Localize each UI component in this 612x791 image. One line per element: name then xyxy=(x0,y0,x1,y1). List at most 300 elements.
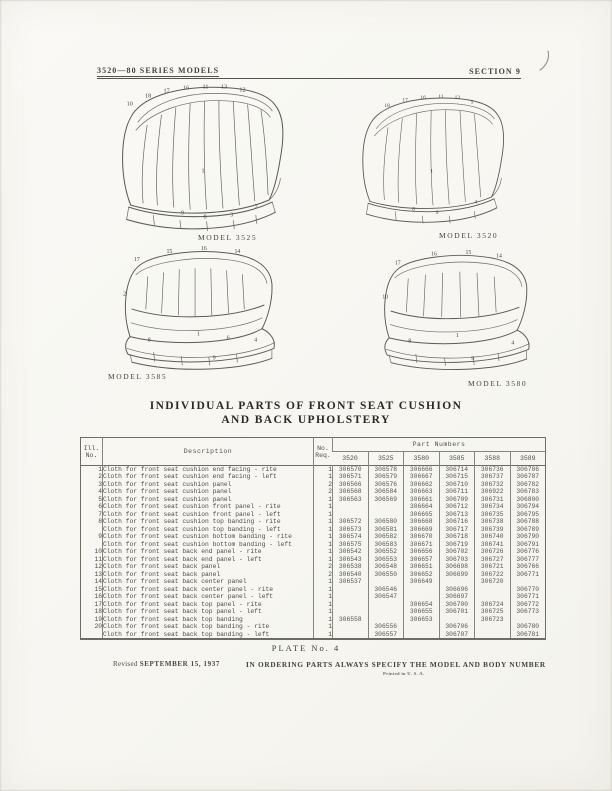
ill-number-cell xyxy=(81,526,103,534)
part-number-cell-3520 xyxy=(333,593,369,601)
part-number-cell-3589: 306782 xyxy=(510,481,546,489)
part-number-cell-3520 xyxy=(333,631,369,639)
part-number-cell-3589: 306780 xyxy=(510,623,546,631)
col-header-description: Description xyxy=(103,438,314,466)
part-number-cell-3580: 306662 xyxy=(404,481,440,489)
model-label-3580: MODEL 3580 xyxy=(468,379,528,388)
table-row xyxy=(81,601,546,609)
seat-drawing xyxy=(366,250,546,378)
part-number-cell-3589 xyxy=(510,616,546,624)
table-row xyxy=(81,556,546,564)
part-number-cell-3520: 306573 xyxy=(333,526,369,534)
part-number-cell-3585: 306711 xyxy=(439,488,475,496)
part-number-cell-3580: 306657 xyxy=(404,556,440,564)
part-number-cell-3580: 306670 xyxy=(404,533,440,541)
col-header-model-3589: 3589 xyxy=(510,452,546,466)
part-number-cell-3585: 306717 xyxy=(439,526,475,534)
description-cell: Cloth for front seat cushion top banding - left xyxy=(103,526,314,534)
part-number-cell-3520 xyxy=(333,503,369,511)
part-number-cell-3580: 306656 xyxy=(404,548,440,556)
footer-revised-prefix: Revised xyxy=(113,660,138,668)
ill-number-cell: 16 xyxy=(94,593,102,601)
ill-number-cell: 10 xyxy=(94,548,102,556)
col-header-model-3585: 3585 xyxy=(439,452,475,466)
part-number-cell-3520: 306570 xyxy=(333,466,369,474)
callout-number: 11 xyxy=(202,84,209,91)
col-header-part-numbers: Part Numbers xyxy=(333,438,546,452)
seat-illustration-3580 xyxy=(366,250,546,390)
footer-revised xyxy=(113,660,220,668)
part-number-cell-3588: 306725 xyxy=(475,608,511,616)
ill-number-cell: 3 xyxy=(98,480,102,488)
seat-illustration-3585 xyxy=(110,246,288,386)
part-number-cell-3525: 306546 xyxy=(368,586,404,594)
part-number-cell-3525: 306582 xyxy=(368,533,404,541)
part-number-cell-3580: 306671 xyxy=(404,541,440,549)
page-title-line2: AND BACK UPHOLSTERY xyxy=(221,414,391,426)
part-number-cell-3588: 306720 xyxy=(475,578,511,586)
part-number-cell-3585: 306706 xyxy=(439,623,475,631)
part-number-cell-3585: 306710 xyxy=(439,481,475,489)
part-number-cell-3585: 306709 xyxy=(439,496,475,504)
part-number-cell-3525: 306583 xyxy=(368,541,404,549)
part-number-cell-3520: 306571 xyxy=(333,473,369,481)
part-number-cell-3525 xyxy=(368,511,404,519)
ill-number-cell: 15 xyxy=(94,585,102,593)
ill-number-cell: 9 xyxy=(98,533,102,541)
table-row xyxy=(81,548,546,556)
part-number-cell-3585: 306712 xyxy=(439,503,475,511)
part-number-cell-3580: 306667 xyxy=(404,473,440,481)
description-cell: Cloth for front seat cushion end facing - rite xyxy=(103,466,314,474)
col-header-model-3588: 3588 xyxy=(475,452,511,466)
table-row xyxy=(81,473,546,481)
description-cell: Cloth for front seat cushion top banding - rite xyxy=(103,518,314,526)
part-number-cell-3585: 306700 xyxy=(439,601,475,609)
description-cell: Cloth for front seat cushion front panel - rite xyxy=(103,503,314,511)
req-cell: 1 xyxy=(314,616,333,624)
part-number-cell-3520 xyxy=(333,601,369,609)
callout-number: 16 xyxy=(420,94,426,101)
callout-number: 17 xyxy=(133,256,140,263)
part-number-cell-3588: 306724 xyxy=(475,601,511,609)
part-number-cell-3520: 306575 xyxy=(333,541,369,549)
page-title xyxy=(0,399,612,427)
part-number-cell-3520: 306543 xyxy=(333,556,369,564)
description-cell: Cloth for front seat back panel xyxy=(103,563,314,571)
part-number-cell-3580: 306664 xyxy=(404,503,440,511)
table-row xyxy=(81,481,546,489)
table-row xyxy=(81,563,546,571)
part-number-cell-3585: 306701 xyxy=(439,608,475,616)
part-number-cell-3588 xyxy=(475,631,511,639)
description-cell: Cloth for front seat cushion bottom banding - left xyxy=(103,541,314,549)
part-number-cell-3589 xyxy=(510,578,546,586)
part-number-cell-3580: 306652 xyxy=(404,571,440,579)
req-cell: 2 xyxy=(314,571,333,579)
part-number-cell-3589: 306772 xyxy=(510,601,546,609)
table-row xyxy=(81,608,546,616)
table-row xyxy=(81,466,546,474)
part-number-cell-3585 xyxy=(439,578,475,586)
part-number-cell-3588: 306735 xyxy=(475,511,511,519)
table-row xyxy=(81,593,546,601)
part-number-cell-3520 xyxy=(333,608,369,616)
part-number-cell-3585: 306703 xyxy=(439,556,475,564)
page-title-line1: INDIVIDUAL PARTS OF FRONT SEAT CUSHION xyxy=(149,400,463,412)
part-number-cell-3585 xyxy=(439,616,475,624)
part-number-cell-3580: 306669 xyxy=(404,526,440,534)
callout-number: 17 xyxy=(163,88,170,95)
part-number-cell-3589: 306783 xyxy=(510,488,546,496)
callout-number: 1 xyxy=(197,331,200,338)
seat-drawing xyxy=(110,246,288,378)
req-cell: 1 xyxy=(314,548,333,556)
callout-number: 8 xyxy=(203,214,207,221)
ill-number-cell: 2 xyxy=(98,473,102,481)
req-cell: 1 xyxy=(314,511,333,519)
req-cell: 1 xyxy=(314,533,333,541)
ill-number-cell: 13 xyxy=(94,570,102,578)
part-number-cell-3520: 306574 xyxy=(333,533,369,541)
req-cell: 1 xyxy=(314,593,333,601)
part-number-cell-3580 xyxy=(404,631,440,639)
callout-number: 9 xyxy=(180,210,185,217)
part-number-cell-3580: 306651 xyxy=(404,563,440,571)
part-number-cell-3588: 306734 xyxy=(475,503,511,511)
ill-number-cell: 12 xyxy=(94,563,102,571)
description-cell: Cloth for front seat back center panel - rite xyxy=(103,586,314,594)
running-header xyxy=(97,64,521,79)
part-number-cell-3588: 306721 xyxy=(475,563,511,571)
req-cell: 2 xyxy=(314,488,333,496)
callout-number: 1 xyxy=(430,168,433,175)
seat-drawing xyxy=(100,84,305,234)
description-cell: Cloth for front seat back top banding - left xyxy=(103,631,314,639)
part-number-cell-3520: 306538 xyxy=(333,563,369,571)
col-header-ill-no: Ill. No. xyxy=(83,444,100,459)
part-number-cell-3588: 306738 xyxy=(475,518,511,526)
callout-number: 1 xyxy=(456,332,459,339)
callout-number: 7 xyxy=(254,204,258,211)
part-number-cell-3585: 306697 xyxy=(439,593,475,601)
req-cell: 1 xyxy=(314,541,333,549)
callout-number: 10 xyxy=(126,101,133,108)
callout-number: 12 xyxy=(239,87,246,94)
ill-number-cell: 4 xyxy=(98,488,102,496)
part-number-cell-3525: 306581 xyxy=(368,526,404,534)
part-number-cell-3585: 306696 xyxy=(439,586,475,594)
ill-number-cell: 18 xyxy=(94,608,102,616)
col-header-model-3525: 3525 xyxy=(368,452,404,466)
req-cell: 1 xyxy=(314,623,333,631)
table-row xyxy=(81,496,546,504)
part-number-cell-3580: 306653 xyxy=(404,616,440,624)
part-number-cell-3588: 306731 xyxy=(475,496,511,504)
model-label-3585: MODEL 3585 xyxy=(108,372,168,381)
callout-number: 4 xyxy=(474,199,478,206)
part-number-cell-3525: 306578 xyxy=(368,466,404,474)
callout-number: 17 xyxy=(402,97,408,104)
part-number-cell-3589: 306781 xyxy=(510,631,546,639)
part-number-cell-3588: 306737 xyxy=(475,473,511,481)
table-row xyxy=(81,488,546,496)
part-number-cell-3585: 306716 xyxy=(439,518,475,526)
part-number-cell-3520: 306542 xyxy=(333,548,369,556)
part-number-cell-3525 xyxy=(368,578,404,586)
part-number-cell-3525: 306550 xyxy=(368,571,404,579)
col-header-no-req: No. Req. xyxy=(314,438,333,466)
part-number-cell-3585: 306707 xyxy=(439,631,475,639)
part-number-cell-3589: 306776 xyxy=(510,548,546,556)
part-number-cell-3585: 306718 xyxy=(439,533,475,541)
header-section-label: SECTION 9 xyxy=(469,67,521,76)
req-cell: 1 xyxy=(314,526,333,534)
part-number-cell-3525 xyxy=(368,601,404,609)
part-number-cell-3580: 306655 xyxy=(404,608,440,616)
header-series-label: 3520—80 SERIES MODELS xyxy=(97,66,220,75)
description-cell: Cloth for front seat cushion end facing - left xyxy=(103,473,314,481)
part-number-cell-3589: 306777 xyxy=(510,556,546,564)
part-number-cell-3585: 306719 xyxy=(439,541,475,549)
part-number-cell-3525: 306547 xyxy=(368,593,404,601)
callout-number: 13 xyxy=(454,94,460,101)
ill-number-cell: 7 xyxy=(98,510,102,518)
part-number-cell-3520 xyxy=(333,623,369,631)
callout-number: 4 xyxy=(254,337,258,344)
callout-number: 8 xyxy=(412,206,415,213)
part-number-cell-3585: 306699 xyxy=(439,571,475,579)
part-number-cell-3520: 306568 xyxy=(333,488,369,496)
callout-number: 9 xyxy=(212,355,216,362)
part-number-cell-3520: 306572 xyxy=(333,518,369,526)
part-number-cell-3588: 306922 xyxy=(475,488,511,496)
part-number-cell-3589: 306787 xyxy=(510,473,546,481)
req-cell: 1 xyxy=(314,601,333,609)
part-number-cell-3589: 306791 xyxy=(510,541,546,549)
part-number-cell-3580: 306649 xyxy=(404,578,440,586)
callout-number: 8 xyxy=(147,337,151,344)
part-number-cell-3588 xyxy=(475,593,511,601)
part-number-cell-3580: 306666 xyxy=(404,466,440,474)
description-cell: Cloth for front seat back panel xyxy=(103,571,314,579)
req-cell: 1 xyxy=(314,518,333,526)
part-number-cell-3520 xyxy=(333,586,369,594)
part-number-cell-3589: 306766 xyxy=(510,563,546,571)
part-number-cell-3588: 306741 xyxy=(475,541,511,549)
table-row xyxy=(81,511,546,519)
callout-number: 16 xyxy=(431,251,437,258)
description-cell: Cloth for front seat cushion panel xyxy=(103,481,314,489)
part-number-cell-3525: 306569 xyxy=(368,496,404,504)
part-number-cell-3585: 306698 xyxy=(439,563,475,571)
part-number-cell-3589: 306795 xyxy=(510,511,546,519)
part-number-cell-3525 xyxy=(368,616,404,624)
callout-number: 4 xyxy=(511,340,515,347)
part-number-cell-3588: 306722 xyxy=(475,571,511,579)
callout-number: 14 xyxy=(234,248,241,255)
part-number-cell-3520: 306540 xyxy=(333,571,369,579)
part-number-cell-3588: 306739 xyxy=(475,526,511,534)
callout-number: 2 xyxy=(123,291,127,298)
part-number-cell-3580 xyxy=(404,623,440,631)
description-cell: Cloth for front seat back end panel - left xyxy=(103,556,314,564)
ill-number-cell: 19 xyxy=(94,615,102,623)
req-cell: 1 xyxy=(314,608,333,616)
part-number-cell-3525: 306556 xyxy=(368,623,404,631)
table-row xyxy=(81,631,546,639)
part-number-cell-3589: 306773 xyxy=(510,608,546,616)
part-number-cell-3525: 306576 xyxy=(368,481,404,489)
callout-number: 6 xyxy=(226,335,230,342)
table-row xyxy=(81,616,546,624)
col-header-model-3520: 3520 xyxy=(342,455,358,462)
callout-number: 8 xyxy=(408,338,412,345)
req-cell: 1 xyxy=(314,556,333,564)
table-row xyxy=(81,541,546,549)
req-cell: 1 xyxy=(314,473,333,481)
part-number-cell-3580 xyxy=(404,586,440,594)
table-row xyxy=(81,503,546,511)
part-number-cell-3525 xyxy=(368,608,404,616)
callout-number: 5 xyxy=(470,99,474,106)
part-number-cell-3589: 306770 xyxy=(510,586,546,594)
table-row xyxy=(81,623,546,631)
description-cell: Cloth for front seat cushion bottom banding - rite xyxy=(103,533,314,541)
callout-number: 9 xyxy=(435,210,439,217)
footer-revised-date: SEPTEMBER 15, 1937 xyxy=(139,660,220,668)
part-number-cell-3525: 306553 xyxy=(368,556,404,564)
part-number-cell-3589: 306786 xyxy=(510,466,546,474)
description-cell: Cloth for front seat back top banding xyxy=(103,616,314,624)
callout-number: 9 xyxy=(471,355,475,362)
ill-number-cell: 17 xyxy=(94,600,102,608)
callout-number: 10 xyxy=(382,294,389,301)
table-row xyxy=(81,578,546,586)
part-number-cell-3520: 306566 xyxy=(333,481,369,489)
part-number-cell-3525 xyxy=(368,503,404,511)
part-number-cell-3520: 306563 xyxy=(333,496,369,504)
model-label-3525: MODEL 3525 xyxy=(198,233,258,242)
description-cell: Cloth for front seat back top panel - rite xyxy=(103,601,314,609)
footer-printed-usa: Printed in U. S. A. xyxy=(383,671,425,676)
part-number-cell-3520: 306537 xyxy=(333,578,369,586)
part-number-cell-3588 xyxy=(475,586,511,594)
part-number-cell-3585: 306714 xyxy=(439,466,475,474)
table-row xyxy=(81,533,546,541)
ill-number-cell: 14 xyxy=(94,578,102,586)
part-number-cell-3580: 306665 xyxy=(404,511,440,519)
part-number-cell-3525: 306557 xyxy=(368,631,404,639)
part-number-cell-3589: 306789 xyxy=(510,526,546,534)
description-cell: Cloth for front seat back top panel - left xyxy=(103,608,314,616)
req-cell: 2 xyxy=(314,481,333,489)
part-number-cell-3588: 306740 xyxy=(475,533,511,541)
page-corner-curl xyxy=(538,50,556,77)
ill-number-cell xyxy=(81,541,103,549)
ill-number-cell xyxy=(81,631,103,639)
part-number-cell-3580 xyxy=(404,593,440,601)
callout-number: 11 xyxy=(438,94,444,100)
table-row xyxy=(81,526,546,534)
part-number-cell-3589: 306794 xyxy=(510,503,546,511)
part-number-cell-3589: 306800 xyxy=(510,496,546,504)
callout-number: 14 xyxy=(496,253,502,260)
part-number-cell-3580: 306654 xyxy=(404,601,440,609)
part-number-cell-3588: 306727 xyxy=(475,556,511,564)
ill-number-cell: 6 xyxy=(98,503,102,511)
callout-number: 17 xyxy=(394,260,401,267)
parts-table-header xyxy=(81,438,546,466)
ill-number-cell: 20 xyxy=(94,623,102,631)
ill-number-cell: 11 xyxy=(94,555,102,563)
callout-number: 3 xyxy=(230,212,234,219)
description-cell: Cloth for front seat back end panel - rite xyxy=(103,548,314,556)
callout-number: 18 xyxy=(145,93,152,100)
part-number-cell-3580: 306661 xyxy=(404,496,440,504)
callout-number: 18 xyxy=(384,103,390,109)
part-number-cell-3525: 306552 xyxy=(368,548,404,556)
seat-drawing xyxy=(343,92,523,230)
description-cell: Cloth for front seat cushion panel xyxy=(103,496,314,504)
parts-table xyxy=(80,437,546,640)
part-number-cell-3589: 306788 xyxy=(510,518,546,526)
req-cell: 1 xyxy=(314,631,333,639)
part-number-cell-3589: 306771 xyxy=(510,571,546,579)
req-cell: 2 xyxy=(314,563,333,571)
table-row xyxy=(81,586,546,594)
ill-number-cell: 1 xyxy=(98,466,102,473)
part-number-cell-3525: 306580 xyxy=(368,518,404,526)
table-row xyxy=(81,518,546,526)
callout-number: 16 xyxy=(200,246,207,252)
callout-number: 16 xyxy=(183,85,190,92)
part-number-cell-3585: 306713 xyxy=(439,511,475,519)
table-row xyxy=(81,571,546,579)
parts-table-body xyxy=(81,466,546,639)
part-number-cell-3589: 306771 xyxy=(510,593,546,601)
seat-illustration-3525 xyxy=(100,84,305,244)
ill-number-cell: 8 xyxy=(98,518,102,526)
part-number-cell-3588: 306736 xyxy=(475,466,511,474)
part-number-cell-3520 xyxy=(333,511,369,519)
req-cell: 1 xyxy=(314,496,333,504)
part-number-cell-3580: 306668 xyxy=(404,518,440,526)
part-number-cell-3588: 306726 xyxy=(475,548,511,556)
part-number-cell-3585: 306702 xyxy=(439,548,475,556)
part-number-cell-3589: 306790 xyxy=(510,533,546,541)
plate-number: PLATE No. 4 xyxy=(271,643,341,653)
part-number-cell-3588: 306723 xyxy=(475,616,511,624)
req-cell: 1 xyxy=(314,503,333,511)
callout-number: 13 xyxy=(220,84,228,91)
footer-order-note: IN ORDERING PARTS ALWAYS SPECIFY THE MODEL AND BODY NUMBER xyxy=(246,660,546,669)
description-cell: Cloth for front seat back center panel xyxy=(103,578,314,586)
req-cell: 1 xyxy=(314,586,333,594)
part-number-cell-3588 xyxy=(475,623,511,631)
part-number-cell-3525: 306548 xyxy=(368,563,404,571)
callout-number: 15 xyxy=(166,248,173,255)
part-number-cell-3525: 306579 xyxy=(368,473,404,481)
callout-number: 1 xyxy=(201,168,205,175)
description-cell: Cloth for front seat back center panel - left xyxy=(103,593,314,601)
req-cell: 1 xyxy=(314,466,333,474)
description-cell: Cloth for front seat cushion panel xyxy=(103,488,314,496)
part-number-cell-3520: 306558 xyxy=(333,616,369,624)
model-label-3520: MODEL 3520 xyxy=(439,231,499,240)
part-number-cell-3525: 306584 xyxy=(368,488,404,496)
part-number-cell-3580: 306663 xyxy=(404,488,440,496)
